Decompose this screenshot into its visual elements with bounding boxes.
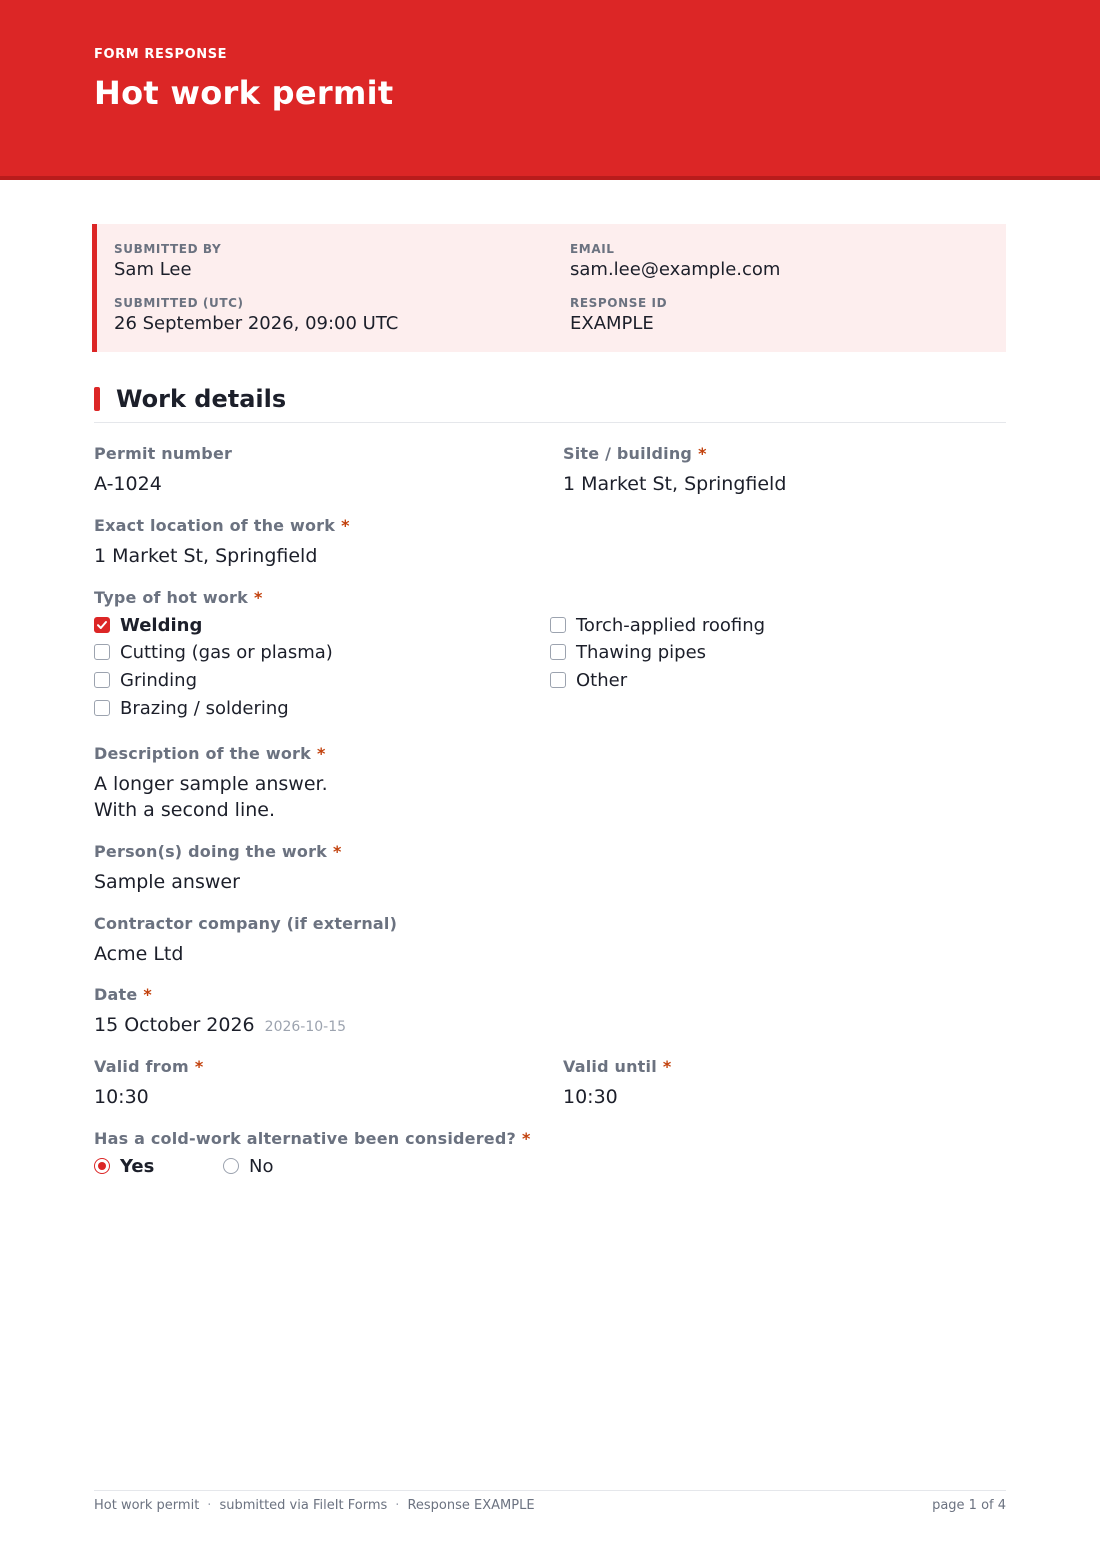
footer-divider bbox=[94, 1490, 1006, 1491]
field-label: Valid until * bbox=[563, 1057, 672, 1076]
required-marker: * bbox=[194, 1057, 204, 1076]
field-value bbox=[94, 1012, 346, 1040]
checkbox-icon[interactable] bbox=[550, 617, 566, 633]
required-marker: * bbox=[316, 744, 326, 763]
checkbox-icon[interactable] bbox=[550, 672, 566, 688]
option-other[interactable] bbox=[550, 668, 627, 692]
checkbox-icon[interactable] bbox=[94, 700, 110, 716]
response-id-label: RESPONSE ID bbox=[570, 296, 668, 310]
section-divider bbox=[94, 422, 1006, 423]
submission-meta-box bbox=[92, 224, 1006, 352]
field-label: Exact location of the work * bbox=[94, 516, 350, 535]
page-number: page 1 of 4 bbox=[932, 1498, 1006, 1513]
submitted-utc-value: 26 September 2026, 09:00 UTC bbox=[114, 313, 399, 334]
field-value-line-2: With a second line. bbox=[94, 799, 275, 821]
field-label: Contractor company (if external) bbox=[94, 914, 398, 933]
radio-option-no[interactable] bbox=[223, 1154, 273, 1178]
footer-response: Response EXAMPLE bbox=[407, 1498, 535, 1513]
field-value-line-1: A longer sample answer. bbox=[94, 773, 328, 795]
radio-option-yes[interactable] bbox=[94, 1154, 154, 1178]
required-marker: * bbox=[333, 842, 342, 861]
required-marker: * bbox=[253, 588, 263, 607]
submitted-by-label: SUBMITTED BY bbox=[114, 242, 222, 256]
option-label: Thawing pipes bbox=[576, 641, 707, 663]
section-title: Work details bbox=[116, 385, 287, 413]
required-marker: * bbox=[522, 1129, 531, 1148]
field-label: Date * bbox=[94, 985, 152, 1004]
option-label: Other bbox=[576, 669, 628, 691]
option-welding[interactable] bbox=[94, 613, 202, 637]
field-valid-until bbox=[563, 1057, 671, 1110]
field-date bbox=[94, 985, 346, 1040]
field-value: Sample answer bbox=[94, 871, 240, 893]
response-id-value: EXAMPLE bbox=[570, 313, 654, 334]
option-label: Yes bbox=[120, 1155, 155, 1177]
option-label: Brazing / soldering bbox=[120, 697, 289, 719]
email-value: sam.lee@example.com bbox=[570, 259, 781, 280]
field-type-of-hot-work bbox=[94, 588, 263, 607]
page-header bbox=[0, 0, 1100, 180]
option-torch-roofing[interactable] bbox=[550, 613, 765, 637]
checkbox-icon[interactable] bbox=[94, 672, 110, 688]
option-label: No bbox=[249, 1155, 274, 1177]
page-title: Hot work permit bbox=[94, 74, 394, 112]
field-cold-work bbox=[94, 1129, 531, 1148]
field-value: 10:30 bbox=[94, 1086, 149, 1108]
section-accent-bar bbox=[94, 387, 100, 411]
field-label: Permit number bbox=[94, 444, 233, 463]
radio-selected-icon[interactable] bbox=[94, 1158, 110, 1174]
field-value: 10:30 bbox=[563, 1086, 618, 1108]
required-marker: * bbox=[698, 444, 707, 463]
option-label: Cutting (gas or plasma) bbox=[120, 641, 333, 663]
field-permit-number bbox=[94, 444, 232, 497]
field-valid-from bbox=[94, 1057, 203, 1110]
submitted-utc-label: SUBMITTED (UTC) bbox=[114, 296, 244, 310]
field-value: 1 Market St, Springfield bbox=[94, 545, 318, 567]
field-label: Valid from * bbox=[94, 1057, 204, 1076]
response-id bbox=[570, 296, 667, 334]
field-value: Acme Ltd bbox=[94, 943, 184, 965]
submitted-utc bbox=[114, 296, 398, 334]
option-grinding[interactable] bbox=[94, 668, 197, 692]
email bbox=[570, 242, 780, 280]
field-persons bbox=[94, 842, 342, 895]
field-value: 1 Market St, Springfield bbox=[563, 473, 787, 495]
section-heading bbox=[94, 384, 286, 414]
footer-form-name: Hot work permit bbox=[94, 1498, 200, 1513]
option-cutting[interactable] bbox=[94, 640, 333, 664]
checkbox-icon[interactable] bbox=[550, 644, 566, 660]
field-site bbox=[563, 444, 786, 497]
field-label: Person(s) doing the work * bbox=[94, 842, 342, 861]
email-label: EMAIL bbox=[570, 242, 615, 256]
option-label: Torch-applied roofing bbox=[576, 614, 766, 636]
field-label: Has a cold-work alternative been considered? * bbox=[94, 1129, 531, 1148]
date-iso: 2026-10-15 bbox=[264, 1019, 347, 1035]
required-marker: * bbox=[341, 516, 350, 535]
option-thawing-pipes[interactable] bbox=[550, 640, 706, 664]
radio-icon[interactable] bbox=[223, 1158, 239, 1174]
option-brazing[interactable] bbox=[94, 696, 289, 720]
footer-separator: · bbox=[207, 1498, 212, 1513]
field-location bbox=[94, 516, 350, 569]
checkbox-checked-icon[interactable] bbox=[94, 617, 110, 633]
required-marker: * bbox=[143, 985, 152, 1004]
field-description bbox=[94, 744, 328, 823]
submitted-by-value: Sam Lee bbox=[114, 259, 192, 280]
footer-via: submitted via FileIt Forms bbox=[219, 1498, 388, 1513]
submitted-by bbox=[114, 242, 221, 280]
header-kicker: FORM RESPONSE bbox=[94, 47, 228, 62]
field-label: Type of hot work * bbox=[94, 588, 263, 607]
option-label: Welding bbox=[120, 614, 203, 636]
field-contractor bbox=[94, 914, 397, 967]
date-value: 15 October 2026 bbox=[94, 1014, 255, 1036]
field-label: Description of the work * bbox=[94, 744, 326, 763]
required-marker: * bbox=[662, 1057, 672, 1076]
footer-info bbox=[94, 1498, 535, 1513]
field-label: Site / building * bbox=[563, 444, 707, 463]
field-value: A-1024 bbox=[94, 473, 162, 495]
footer-separator: · bbox=[395, 1498, 400, 1513]
option-label: Grinding bbox=[120, 669, 198, 691]
checkbox-icon[interactable] bbox=[94, 644, 110, 660]
